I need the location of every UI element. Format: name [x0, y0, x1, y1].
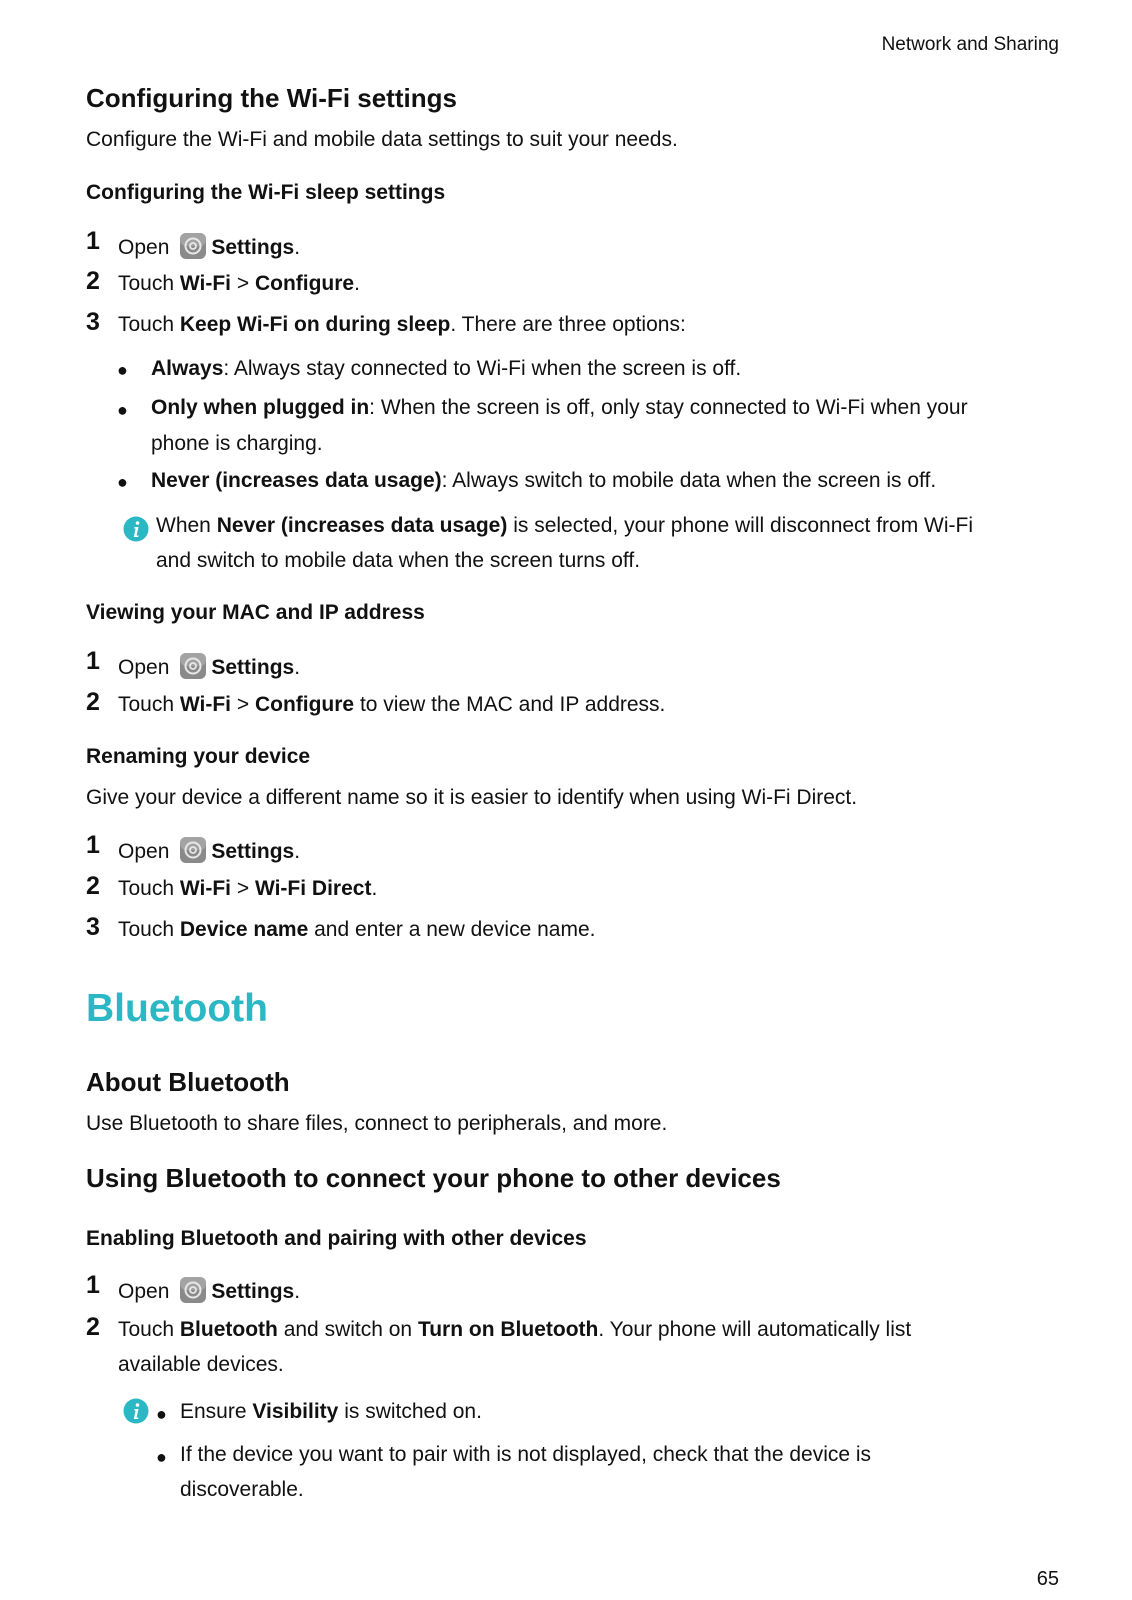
step-open-settings: Open Settings.: [118, 232, 300, 260]
settings-gear-icon: [179, 1276, 207, 1304]
step-number: 1: [86, 1271, 100, 1299]
rename-intro: Give your device a different name so it is easier to identify when using Wi-Fi Direct.: [86, 786, 858, 809]
settings-gear-icon: [179, 232, 207, 260]
option-never: Never (increases data usage): Always switch to mobile data when the screen is off.: [151, 469, 937, 492]
note-ensure-visibility: Ensure Visibility is switched on.: [180, 1400, 482, 1423]
settings-gear-icon: [179, 652, 207, 680]
step-touch-wifi-configure: Touch Wi-Fi > Configure.: [118, 272, 360, 295]
bullet: ●: [117, 400, 128, 420]
step-view-mac-ip: Touch Wi-Fi > Configure to view the MAC and IP address.: [118, 693, 666, 716]
step-number: 1: [86, 831, 100, 859]
step-number: 3: [86, 913, 100, 941]
step-open-settings: Open Settings.: [118, 836, 300, 864]
step-turn-on-bluetooth-line2: available devices.: [118, 1353, 284, 1376]
step-number: 1: [86, 227, 100, 255]
info-icon: [123, 1398, 149, 1424]
note-never-selected: When Never (increases data usage) is selected, your phone will disconnect from Wi-Fi: [156, 514, 974, 537]
step-device-name: Touch Device name and enter a new device name.: [118, 918, 596, 941]
wifi-settings-intro: Configure the Wi-Fi and mobile data settings to suit your needs.: [86, 128, 678, 151]
note-device-discoverable: If the device you want to pair with is not displayed, check that the device is: [180, 1443, 872, 1466]
step-touch-wifi-direct: Touch Wi-Fi > Wi-Fi Direct.: [118, 877, 378, 900]
step-number: 2: [86, 267, 100, 295]
step-open-settings: Open Settings.: [118, 652, 300, 680]
option-always: Always: Always stay connected to Wi-Fi when the screen is off.: [151, 357, 742, 380]
step-touch-keep-wifi: Touch Keep Wi-Fi on during sleep. There are three options:: [118, 313, 686, 336]
subsection-title-sleep: Configuring the Wi-Fi sleep settings: [86, 181, 446, 204]
step-number: 2: [86, 1313, 100, 1341]
step-number: 2: [86, 872, 100, 900]
step-number: 1: [86, 647, 100, 675]
option-only-when-plugged: Only when plugged in: When the screen is off, only stay connected to Wi-Fi when your: [151, 396, 968, 419]
about-bluetooth-text: Use Bluetooth to share files, connect to peripherals, and more.: [86, 1112, 668, 1135]
bullet: ●: [117, 472, 128, 492]
step-number: 3: [86, 308, 100, 336]
settings-gear-icon: [179, 836, 207, 864]
bullet: ●: [156, 1447, 167, 1467]
note-device-discoverable-line2: discoverable.: [180, 1478, 304, 1501]
info-icon: [123, 516, 149, 542]
subsection-title-mac-ip: Viewing your MAC and IP address: [86, 601, 425, 624]
bullet: ●: [156, 1404, 167, 1424]
section-title-wifi-settings: Configuring the Wi-Fi settings: [86, 83, 457, 113]
section-title-about-bluetooth: About Bluetooth: [86, 1067, 290, 1097]
option-only-when-plugged-line2: phone is charging.: [151, 432, 323, 455]
bullet: ●: [117, 360, 128, 380]
step-turn-on-bluetooth: Touch Bluetooth and switch on Turn on Bluetooth. Your phone will automatically list: [118, 1318, 912, 1341]
running-header: Network and Sharing: [881, 34, 1059, 55]
step-number: 2: [86, 688, 100, 716]
chapter-title-bluetooth: Bluetooth: [86, 987, 268, 1030]
step-open-settings: Open Settings.: [118, 1276, 300, 1304]
page-number: 65: [1036, 1568, 1059, 1590]
section-title-using-bluetooth: Using Bluetooth to connect your phone to other devices: [86, 1163, 781, 1193]
subsection-title-rename: Renaming your device: [86, 745, 311, 768]
subsection-title-enabling-bluetooth: Enabling Bluetooth and pairing with other devices: [86, 1227, 587, 1250]
note-never-selected-line2: and switch to mobile data when the screen turns off.: [156, 549, 641, 572]
